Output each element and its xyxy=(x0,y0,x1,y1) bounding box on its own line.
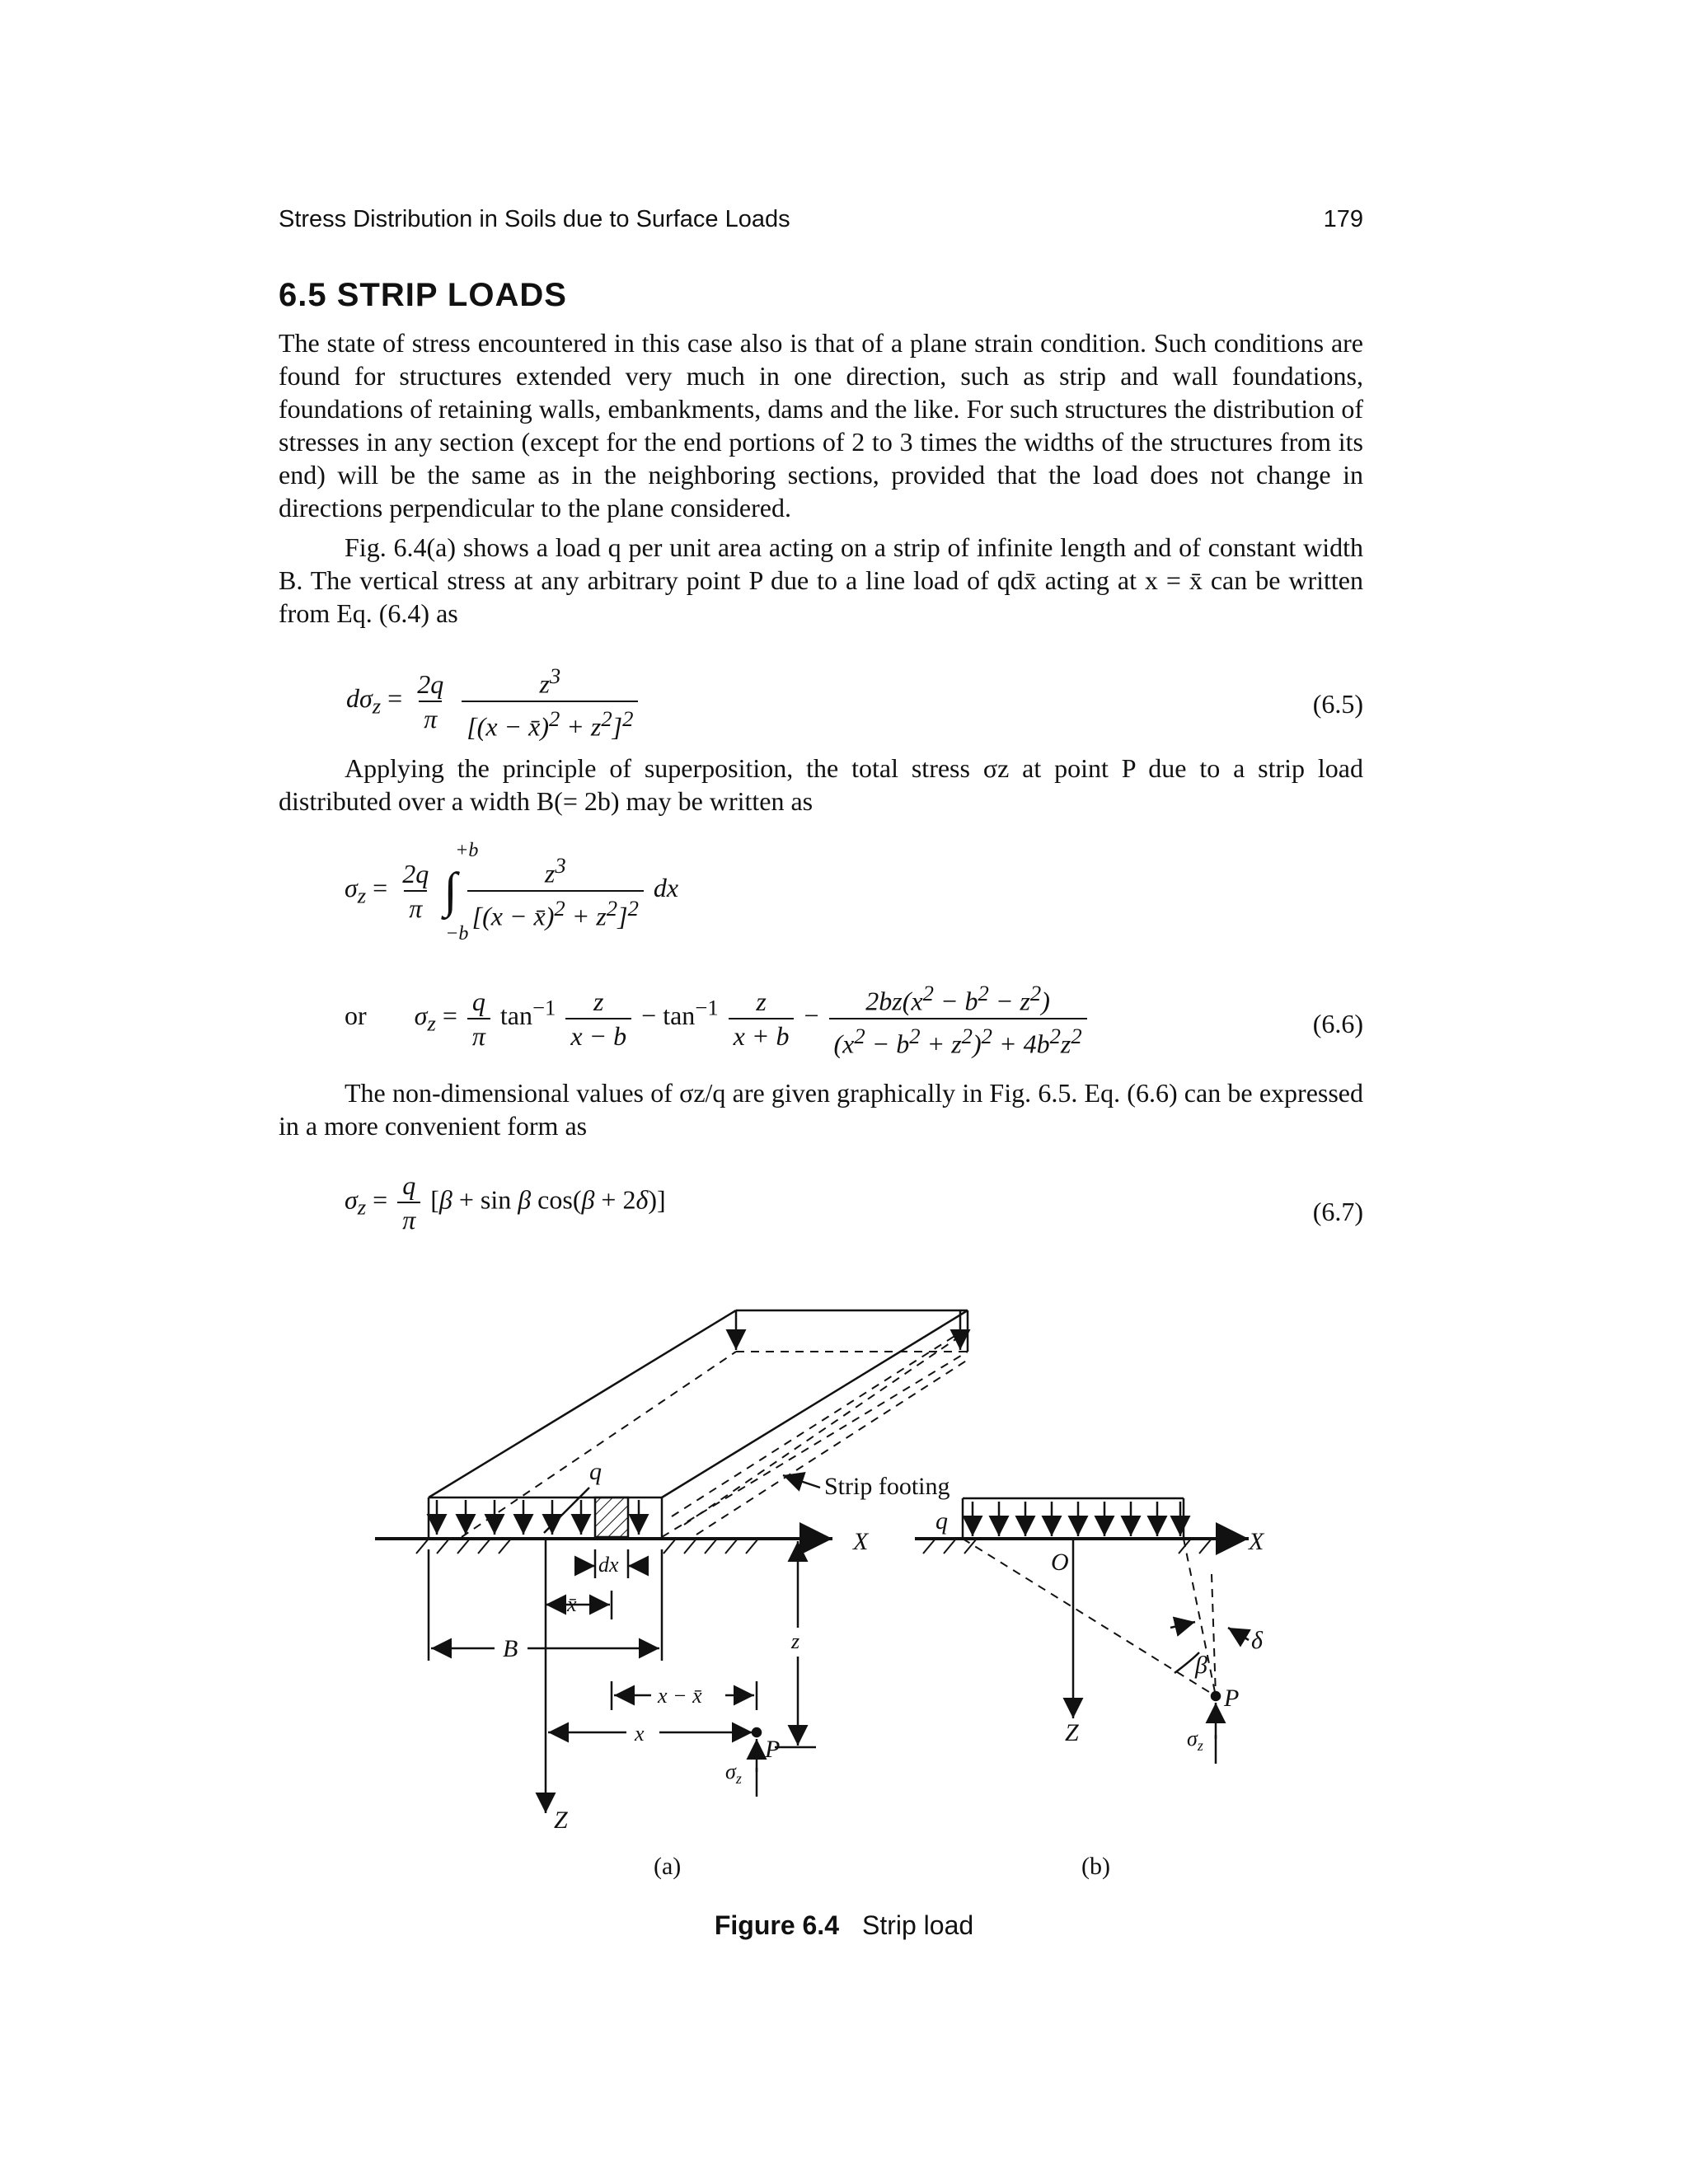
label-Z-a: Z xyxy=(554,1807,568,1834)
label-beta: β xyxy=(1195,1652,1207,1679)
label-dx: dx xyxy=(598,1553,619,1577)
label-B: B xyxy=(503,1635,518,1662)
caption-text: Strip load xyxy=(861,1910,974,1940)
equation-6-7: $\sigma_z$ = $\frac{q}{\pi}$ [β + sin β cos(β + 2δ)] xyxy=(345,1170,666,1235)
label-X-b: X xyxy=(1249,1528,1264,1555)
figure-b xyxy=(915,1498,1249,1764)
page-number: 179 xyxy=(1323,206,1363,232)
strip-footing-label: Strip footing xyxy=(824,1473,950,1500)
equation-6-5: $d\sigma_z$ = $\frac{2q}{\pi}$ $\frac{z^3}{[(x - x̄)^2 + z^2]^2}$ xyxy=(346,659,641,743)
label-P-b: P xyxy=(1224,1685,1240,1712)
paragraph-3: Applying the principle of superposition, the total stress σz at point P due to a strip load distributed over a width B(= 2b) may be written as xyxy=(279,753,1363,816)
equation-integral: $\sigma_z$ = $\frac{2q}{\pi}$ ∫ +b −b $\frac{z^3}{[(x - x̄)^2 + z^2]^2}$ dx xyxy=(345,840,679,945)
equation-number-6-5: (6.5) xyxy=(1312,689,1363,719)
paragraph-4: The non-dimensional values of σz/q are given graphically in Fig. 6.5. Eq. (6.6) can be expressed in a more convenient form as xyxy=(279,1078,1363,1141)
subfigure-b-label: (b) xyxy=(1081,1853,1110,1880)
label-O: O xyxy=(1051,1549,1069,1576)
label-X-a: X xyxy=(853,1528,869,1555)
label-x-minus-xbar: x − x̄ xyxy=(658,1684,702,1708)
caption-label: Figure 6.4 xyxy=(714,1910,839,1940)
label-P-a: P xyxy=(765,1736,781,1763)
running-title: Stress Distribution in Soils due to Surface Loads xyxy=(279,206,790,232)
subfigure-a-label: (a) xyxy=(654,1853,682,1880)
figure-caption xyxy=(0,1910,1688,1941)
label-q-b: q xyxy=(935,1507,948,1535)
label-delta: δ xyxy=(1251,1627,1263,1654)
section-heading: 6.5 STRIP LOADS xyxy=(279,277,567,313)
equation-number-6-7: (6.7) xyxy=(1312,1197,1363,1226)
label-Z-b: Z xyxy=(1065,1719,1079,1746)
label-sigma-z-b: $\sigma_z$ xyxy=(1187,1727,1203,1754)
label-x: x xyxy=(635,1722,645,1746)
label-q-a: q xyxy=(589,1458,602,1485)
paragraph-1: The state of stress encountered in this case also is that of a plane strain condition. Such conditions are found for structures extended very much in one direction, such as strip and wall foundations, foundations of retaining walls, embankments, dams and the like. For such structures the distribution of stresses in any section (except for the end portions of 2 to 3 times the widths of the structures from its end) will be the same as in the neighboring sections, provided that the load does not change in directions perpendicular to the plane considered. xyxy=(279,328,1363,523)
equation-6-6: or $\sigma_z$ = $\frac{q}{\pi}$ $\tan^{-1}$ $\frac{z}{x - b}$ − $\tan^{-1}$ $\frac{z}{x + b}$ − $\frac{2bz(x^2 - b^2 - z^2)}{(x^2 - b^2 + z^2)^2 + 4b^2z^2}$ xyxy=(345,977,1090,1060)
equation-number-6-6: (6.6) xyxy=(1312,1009,1363,1038)
figure-a xyxy=(375,1310,968,1813)
label-xbar: x̄ xyxy=(567,1592,577,1616)
label-z: z xyxy=(791,1629,800,1653)
label-sigma-z-a: $\sigma_z$ xyxy=(725,1760,742,1787)
paragraph-2: Fig. 6.4(a) shows a load q per unit area acting on a strip of infinite length and of constant width B. The vertical stress at any arbitrary point P due to a line load of qdx̄ acting at x = x̄ can be written from Eq. (6.4) as xyxy=(279,532,1363,628)
or-label: or xyxy=(345,1001,367,1030)
